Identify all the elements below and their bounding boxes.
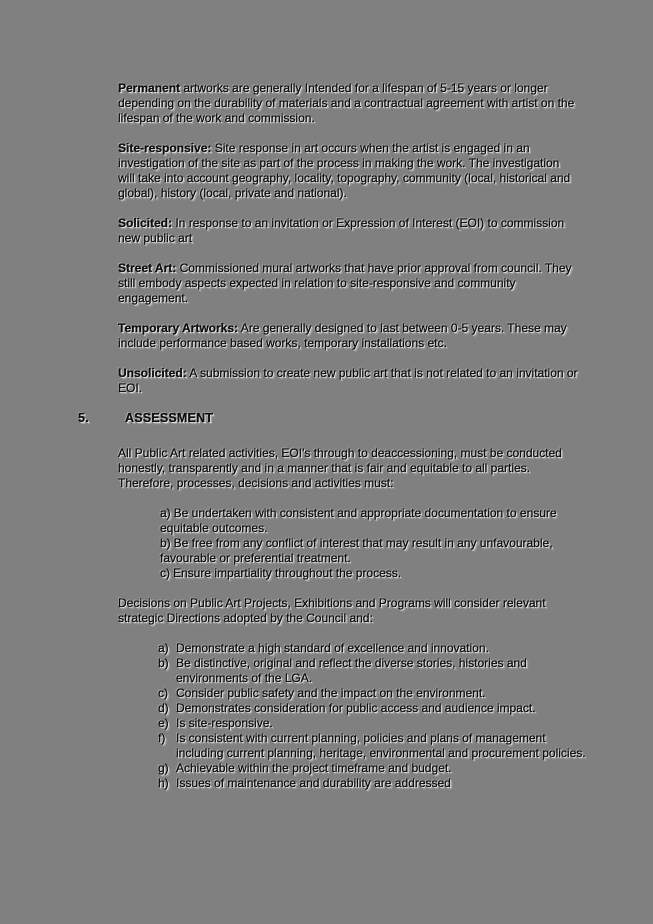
list-item-text: Achievable within the project timeframe and budget. — [176, 761, 452, 775]
list-item-label: h) — [158, 776, 169, 790]
definition-solicited — [118, 216, 578, 246]
list-item-text: Be undertaken with consistent and appropriate documentation to ensure equitable outcomes. — [160, 506, 557, 535]
list-item — [158, 686, 588, 701]
definition-unsolicited — [118, 366, 578, 396]
section-number: 5. — [78, 411, 89, 425]
list-item-text: Issues of maintenance and durability are addressed — [176, 776, 451, 790]
list-item-text: Consider public safety and the impact on the environment. — [176, 686, 486, 700]
definition-term: Permanent — [118, 81, 181, 95]
list-item-label: b) — [160, 536, 171, 550]
definition-body: Are generally designed to last between 0-5 years. These may include performance based works, temporary installations etc. — [118, 321, 567, 350]
list-item — [158, 701, 588, 716]
definition-body: A submission to create new public art that is not related to an invitation or EOI. — [118, 366, 578, 395]
list-item — [158, 761, 588, 776]
list-item-label: e) — [158, 716, 169, 730]
list-item-text: Is consistent with current planning, policies and plans of management including current planning, heritage, environmental and procurement policies. — [176, 731, 586, 760]
list-item-text: Be free from any conflict of interest that may result in any unfavourable, favourable or preferential treatment. — [160, 536, 553, 565]
definition-term: Temporary Artworks: — [118, 321, 239, 335]
list-item-label: d) — [158, 701, 169, 715]
definition-body: In response to an invitation or Expression of Interest (EOI) to commission new public art — [118, 216, 565, 245]
list-item — [158, 776, 588, 791]
list-item-label: b) — [158, 656, 169, 670]
list-item-label: f) — [158, 731, 166, 745]
list-item — [158, 731, 588, 761]
definition-term: Solicited: — [118, 216, 173, 230]
list-item — [160, 506, 564, 536]
section-title: ASSESSMENT — [125, 411, 214, 425]
decisions-criteria-list — [158, 641, 588, 791]
list-item — [158, 641, 588, 656]
list-item-text: Is site-responsive. — [176, 716, 273, 730]
decisions-intro: Decisions on Public Art Projects, Exhibitions and Programs will consider relevant strategic Directions adopted by the Council and: — [118, 596, 546, 625]
list-item-text: Ensure impartiality throughout the process. — [173, 566, 402, 580]
list-item — [158, 716, 588, 731]
list-item — [160, 536, 564, 566]
list-item — [158, 656, 588, 686]
section-heading — [78, 411, 653, 426]
list-item-text: Be distinctive, original and reflect the diverse stories, histories and environments of the LGA. — [176, 656, 527, 685]
list-item-label: a) — [160, 506, 171, 520]
definition-site-responsive — [118, 141, 578, 201]
definition-permanent — [118, 81, 578, 126]
definition-term: Street Art: — [118, 261, 177, 275]
list-item-label: c) — [160, 566, 170, 580]
definition-term: Unsolicited: — [118, 366, 187, 380]
list-item — [160, 566, 564, 581]
list-item-text: Demonstrates consideration for public access and audience impact. — [176, 701, 536, 715]
definition-body: Site response in art occurs when the artist is engaged in an investigation of the site as part of the process in making the work. The investigation will take into account geography, locality, topography, community (local, historical and global), history (local, private and national). — [118, 141, 571, 200]
list-item-label: c) — [158, 686, 168, 700]
definition-term: Site-responsive: — [118, 141, 212, 155]
assessment-intro: All Public Art related activities, EOI's through to deaccessioning, must be conducted honestly, transparently and in a manner that is fair and equitable to all parties. Therefore, processes, decisions and activities must: — [118, 446, 562, 490]
list-item-label: g) — [158, 761, 169, 775]
list-item-text: Demonstrate a high standard of excellence and innovation. — [176, 641, 489, 655]
assessment-requirements-list — [160, 506, 564, 581]
definition-body: artworks are generally Intended for a lifespan of 5-15 years or longer depending on the durability of materials and a contractual agreement with artist on the lifespan of the work and commission. — [118, 81, 575, 125]
definition-body: Commissioned mural artworks that have prior approval from council. They still embody aspects expected in relation to site-responsive and community engagement. — [118, 261, 572, 305]
definition-temporary-artworks — [118, 321, 578, 351]
list-item-label: a) — [158, 641, 169, 655]
definition-street-art — [118, 261, 578, 306]
